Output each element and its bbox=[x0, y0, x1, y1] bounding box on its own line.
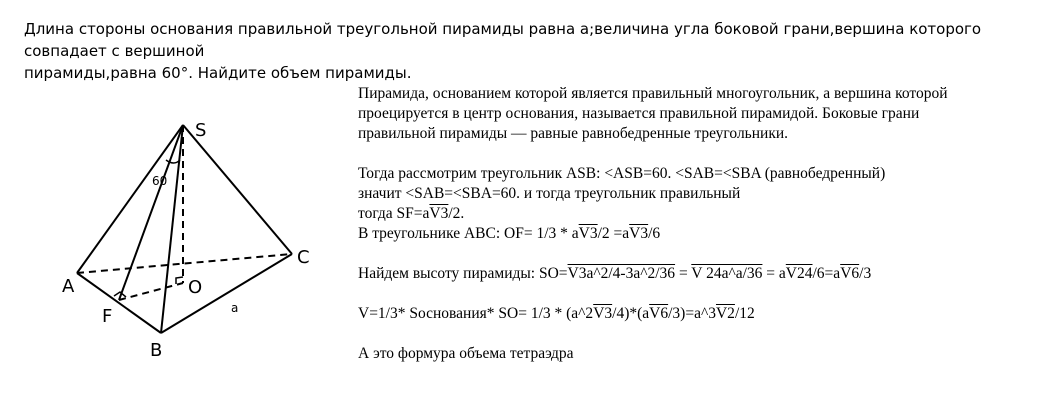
vertex-label-a: A bbox=[62, 276, 75, 297]
angle-arc-s bbox=[166, 160, 180, 163]
volume-root-3: V2 bbox=[715, 305, 735, 322]
volume-line bbox=[358, 304, 1038, 324]
height-eq-2: = a bbox=[762, 265, 786, 282]
step4-root-1: V3 bbox=[578, 225, 598, 242]
volume-text: V=1/3* Sоснования* SO= 1/3 * (a^2 bbox=[358, 305, 594, 322]
height-root-2: V 24a^a/36 bbox=[691, 265, 763, 282]
vertex-label-c: C bbox=[297, 247, 310, 268]
volume-tail: /12 bbox=[734, 305, 755, 322]
problem-line-1: Длина стороны основания правильной треугольной пирамиды равна а;величина угла боковой грани,вершина которого совпадает с вершиной bbox=[24, 20, 982, 60]
height-mid: /6=a bbox=[812, 265, 841, 282]
angle-label-60: 60 bbox=[152, 174, 168, 188]
edge-sc bbox=[183, 125, 292, 254]
segment-fo-hidden bbox=[119, 283, 183, 300]
step3-tail: /2. bbox=[448, 205, 465, 222]
step4-tail: /6 bbox=[648, 225, 661, 242]
height-line bbox=[358, 264, 1038, 284]
side-label-a: a bbox=[231, 301, 239, 315]
height-eq-1: = bbox=[675, 265, 692, 282]
height-root-3: V24 bbox=[785, 265, 813, 282]
solution-text bbox=[358, 84, 1038, 364]
volume-mid-2: /3)=a^3 bbox=[668, 305, 716, 322]
edge-ab bbox=[77, 273, 161, 333]
step3-text: тогда SF=a bbox=[358, 205, 430, 222]
height-root-1: V3a^2/4-3a^2/36 bbox=[567, 265, 676, 282]
pyramid-diagram bbox=[0, 0, 360, 416]
tetrahedron-note: А это формура объема тетраэдра bbox=[358, 345, 574, 362]
edge-sa bbox=[77, 125, 183, 273]
problem-line-2: пирамиды,равна 60°. Найдите объем пирамиды. bbox=[24, 64, 412, 82]
edge-bc bbox=[161, 254, 292, 333]
step3-root: V3 bbox=[429, 205, 449, 222]
volume-root-1: V3 bbox=[593, 305, 613, 322]
edge-ac-hidden bbox=[77, 254, 292, 273]
height-tail: /3 bbox=[859, 265, 872, 282]
definition-line-2: проецируется в центр основания, называется правильной пирамидой. Боковые грани bbox=[358, 105, 920, 122]
point-label-f: F bbox=[102, 306, 113, 327]
point-label-o: O bbox=[188, 277, 203, 298]
step4-text: В треугольнике АВС: OF= 1/3 * a bbox=[358, 225, 579, 242]
step-line-4 bbox=[358, 224, 1038, 244]
step-line-1: Тогда рассмотрим треугольник ASB: <ASB=60. <SAB=<SBA (равнобедренный) bbox=[358, 165, 886, 182]
height-text: Найдем высоту пирамиды: SO= bbox=[358, 265, 568, 282]
step4-root-2: V3 bbox=[629, 225, 649, 242]
vertex-label-s: S bbox=[195, 120, 207, 141]
step-line-3 bbox=[358, 204, 1038, 224]
step4-mid: /2 =a bbox=[597, 225, 630, 242]
height-root-4: V6 bbox=[840, 265, 860, 282]
definition-line-1: Пирамида, основанием которой является правильный многоугольник, а вершина которой bbox=[358, 85, 948, 102]
definition-line-3: правильной пирамиды — равные равнобедренные треугольники. bbox=[358, 125, 789, 142]
step-line-2: значит <SAB=<SBA=60. и тогда треугольник правильный bbox=[358, 185, 741, 202]
volume-root-2: V6 bbox=[649, 305, 669, 322]
volume-mid-1: /4)*(a bbox=[612, 305, 650, 322]
vertex-label-b: B bbox=[150, 340, 163, 361]
